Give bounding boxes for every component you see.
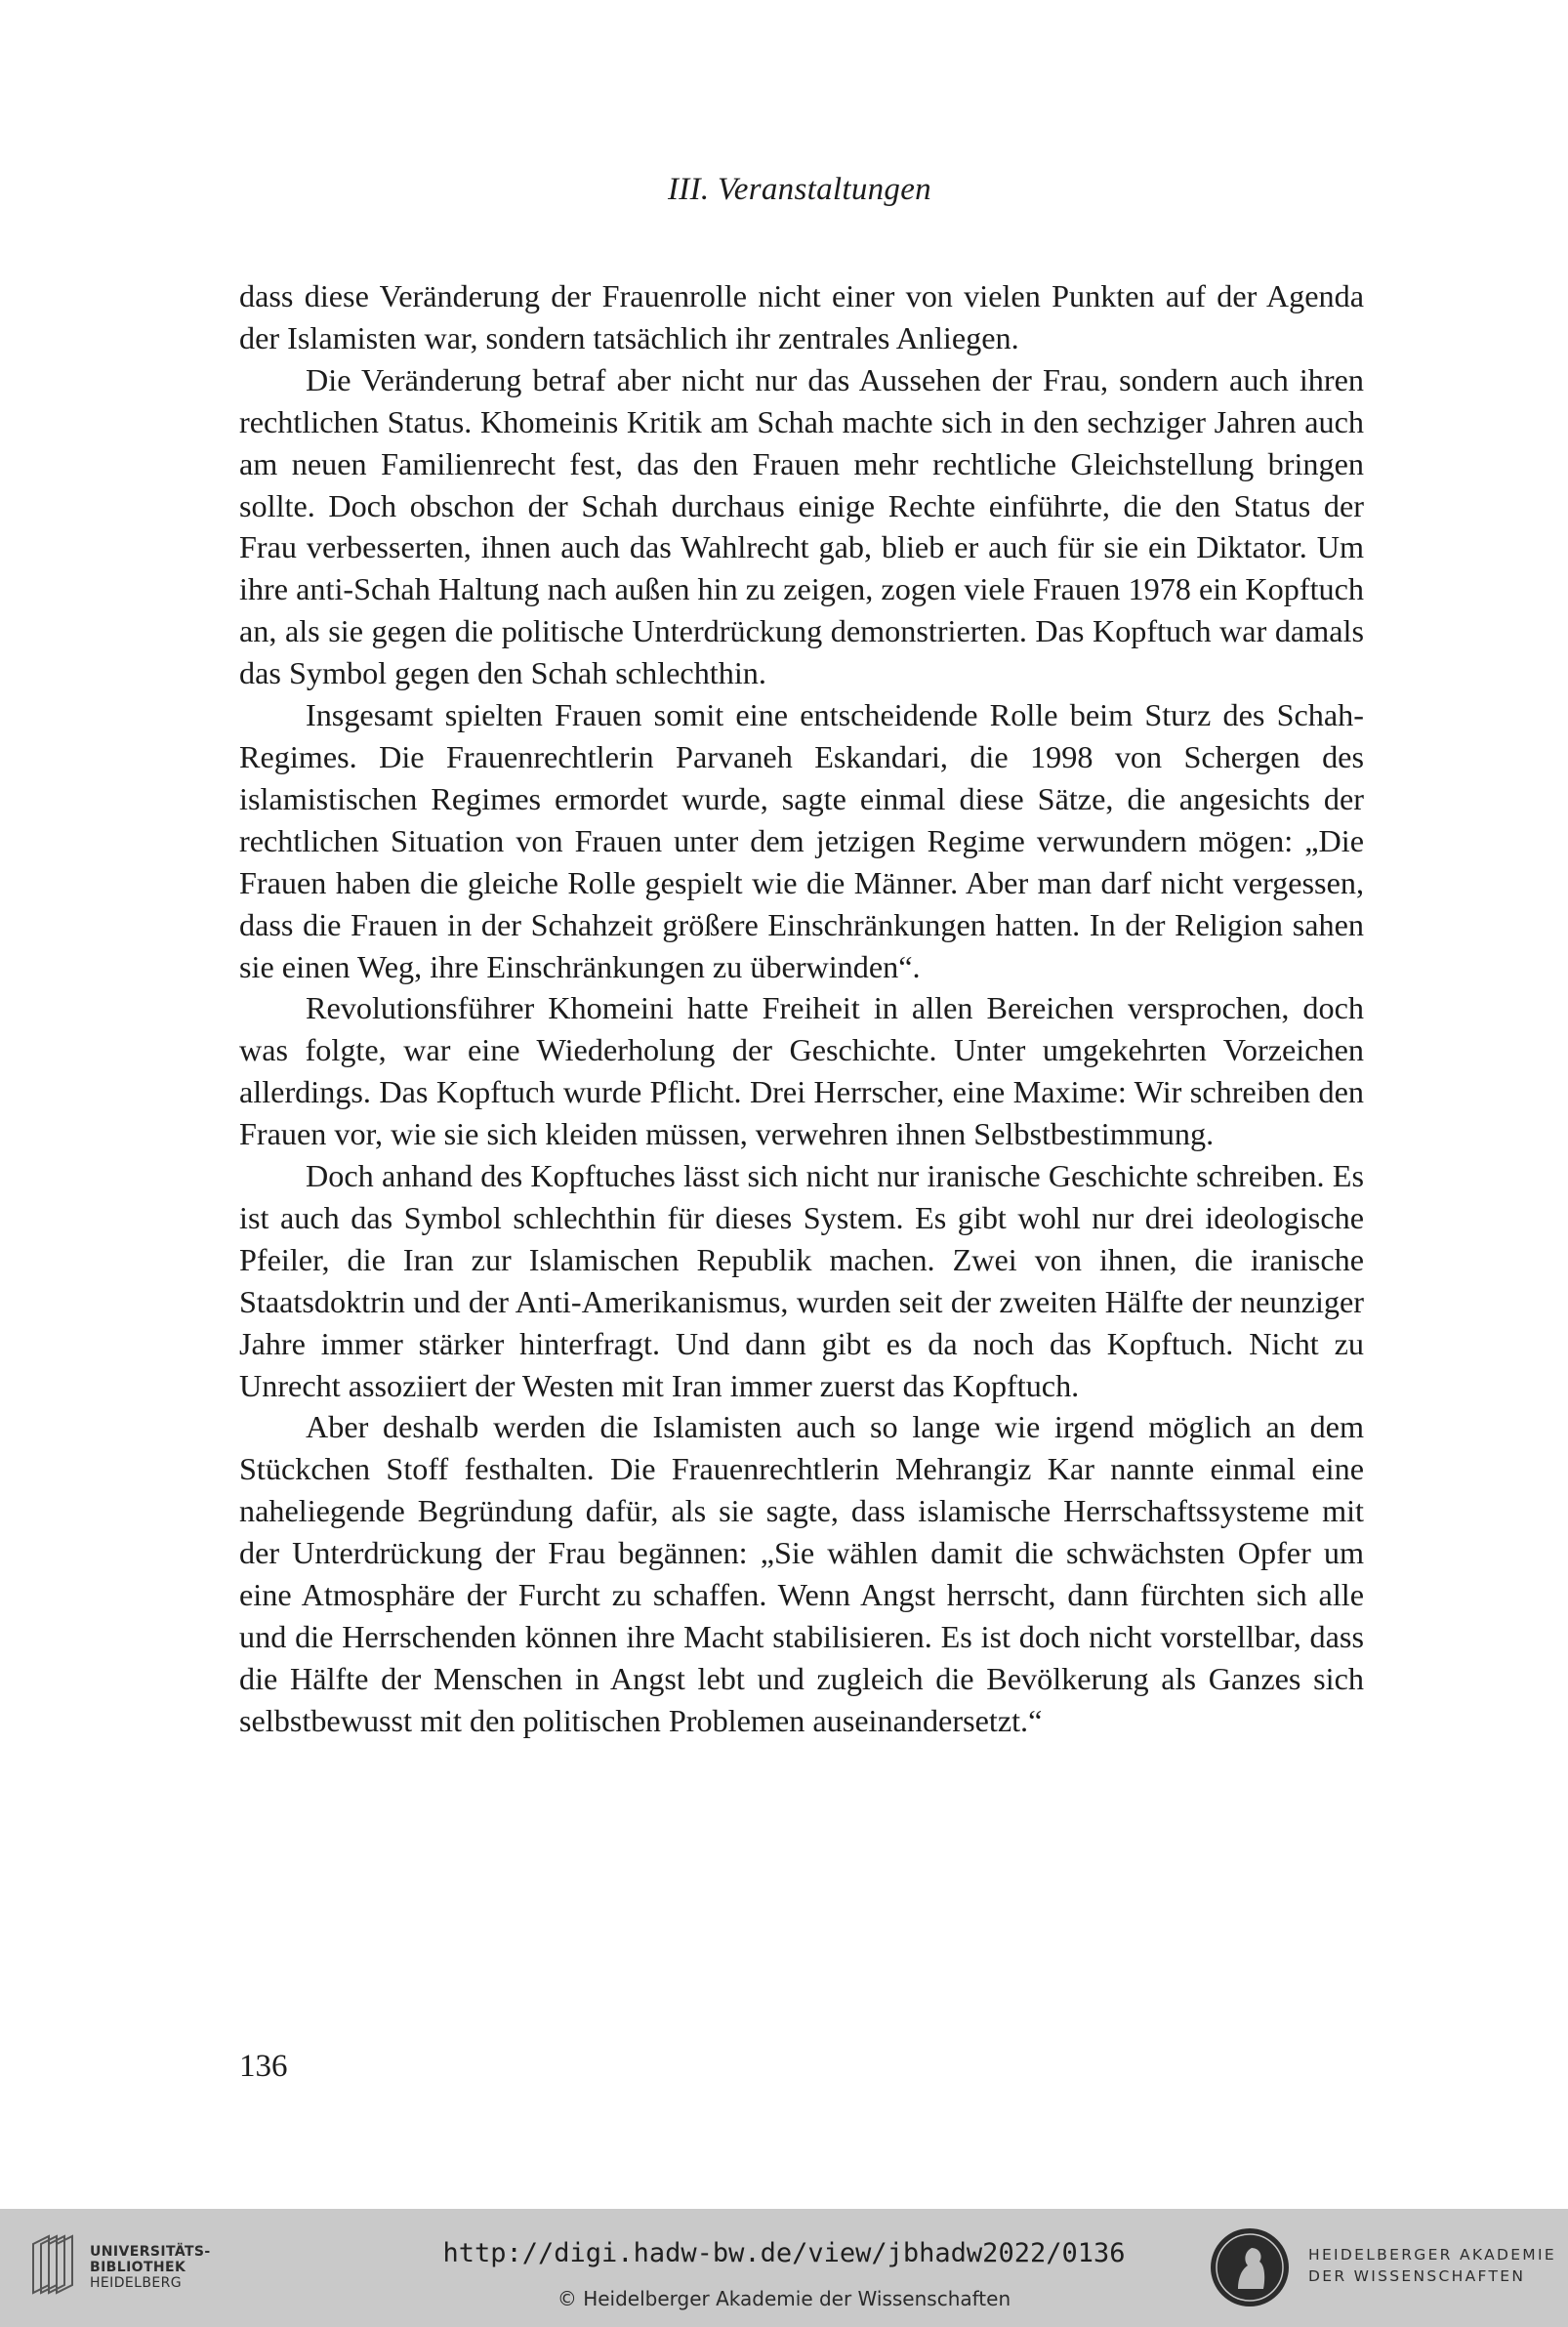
page-number: 136 (239, 2049, 288, 2084)
body-text (239, 275, 1364, 1742)
permalink-url[interactable]: http://digi.hadw-bw.de/view/jbhadw2022/0136 (442, 2238, 1126, 2268)
copyright-notice: © Heidelberger Akademie der Wissenschaften (557, 2287, 1011, 2310)
paragraph: Doch anhand des Kopftuches lässt sich nicht nur iranische Geschichte schreiben. Es ist auch das Symbol schlechthin für dieses System. Es gibt wohl nur drei ideologische Pfeiler, die Iran zur Islamischen Republik machen. Zwei von ihnen, die iranische Staatsdoktrin und der Anti-Amerikanismus, wurden seit der zweiten Hälfte der neunziger Jahre immer stärker hinterfragt. Und dann gibt es da noch das Kopftuch. Nicht zu Unrecht assoziiert der Westen mit Iran immer zuerst das Kopftuch. (239, 1158, 1364, 1403)
library-name-line: BIBLIOTHEK (90, 2260, 186, 2275)
paragraph: Die Veränderung betraf aber nicht nur das Aussehen der Frau, sondern auch ihren rechtlichen Status. Khomeinis Kritik am Schah machte sich in den sechziger Jahren auch am neuen Familienrecht fest, das den Frauen mehr rechtliche Gleichstellung bringen sollte. Doch obschon der Schah durchaus einige Rechte einführte, die den Status der Frau verbesserten, ihnen auch das Wahlrecht gab, blieb er auch für sie ein Diktator. Um ihre anti-Schah Haltung nach außen hin zu zeigen, zogen viele Frauen 1978 ein Kopftuch an, als sie gegen die politische Unterdrückung demonstrierten. Das Kopftuch war damals das Symbol gegen den Schah schlechthin. (239, 361, 1364, 691)
academy-seal-icon (1209, 2226, 1291, 2308)
academy-name (1308, 2244, 1556, 2287)
library-name-line: UNIVERSITÄTS- (90, 2244, 211, 2260)
paragraph: dass diese Veränderung der Frauenrolle nicht einer von vielen Punkten auf der Agenda der Islamisten war, sondern tatsächlich ihr zentrales Anliegen. (239, 278, 1364, 355)
digitization-footer (0, 2209, 1568, 2327)
paragraph: Revolutionsführer Khomeini hatte Freiheit in allen Bereichen versprochen, doch was folgte, war eine Wiederholung der Geschichte. Unter umgekehrten Vorzeichen allerdings. Das Kopftuch wurde Pflicht. Drei Herrscher, eine Maxime: Wir schreiben den Frauen vor, wie sie sich kleiden müssen, verwehren ihnen Selbstbestimmung. (239, 990, 1364, 1152)
paragraph: Aber deshalb werden die Islamisten auch so lange wie irgend möglich an dem Stückchen Stoff festhalten. Die Frauenrechtlerin Mehrangiz Kar nannte einmal eine naheliegende Begründung dafür, als sie sagte, dass islamische Herrschaftssysteme mit der Unterdrückung der Frau begännen: „Sie wählen damit die schwächsten Opfer um eine Atmosphäre der Furcht zu schaffen. Wenn Angst herrscht, dann fürchten sich alle und die Herrschenden können ihre Macht stabilisieren. Es ist doch nicht vorstellbar, dass die Hälfte der Menschen in Angst lebt und zugleich die Bevölkerung als Ganzes sich selbstbewusst mit den politischen Problemen auseinandersetzt.“ (239, 1409, 1364, 1738)
running-head-title: III. Veranstaltungen (668, 172, 931, 207)
library-name-line: HEIDELBERG (90, 2275, 182, 2291)
academy-name-line: DER WISSENSCHAFTEN (1308, 2267, 1526, 2285)
paragraph: Insgesamt spielten Frauen somit eine entscheidende Rolle beim Sturz des Schah-Regimes. Die Frauenrechtlerin Parvaneh Eskandari, die 1998 von Schergen des islamistischen Regimes ermordet wurde, sagte einmal diese Sätze, die angesichts der rechtlichen Situation von Frauen unter dem jetzigen Regime verwundern mögen: „Die Frauen haben die gleiche Rolle gespielt wie die Männer. Aber man darf nicht vergessen, dass die Frauen in der Schahzeit größere Einschränkungen hatten. In der Religion sahen sie einen Weg, ihre Einschränkungen zu überwinden“. (239, 697, 1364, 984)
academy-name-line: HEIDELBERGER AKADEMIE (1308, 2246, 1556, 2264)
